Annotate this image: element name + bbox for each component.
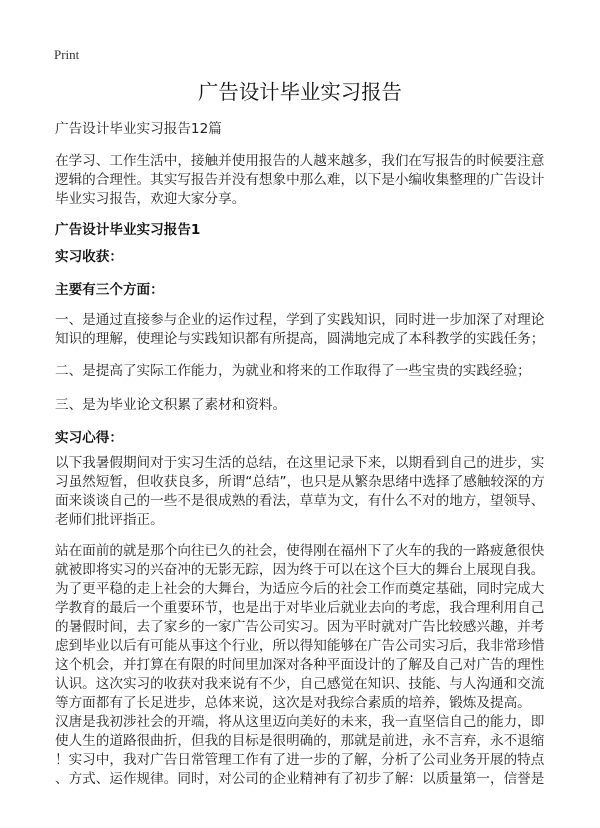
text-line: 习虽然短暂，但收获良多，所谓“总结”，也只是从繁杂思绪中选择了感触较深的方 xyxy=(55,474,545,490)
point-one xyxy=(55,311,544,349)
text-line: 一、是通过直接参与企业的运作过程，学到了实践知识，同时进一步加深了对理论 xyxy=(55,312,545,328)
aspects-heading: 主要有三个方面： xyxy=(55,282,164,298)
point-three xyxy=(55,396,286,415)
text-line: 在学习、工作生活中，接触并使用报告的人越来越多，我们在写报告的时候要注意 xyxy=(55,153,545,169)
text-line: 认识。这次实习的收获对我来说有不少，自己感觉在知识、技能、与人沟通和交流 xyxy=(55,676,545,692)
text-line: 逻辑的合理性。其实写报告并没有想象中那么难，以下是小编收集整理的广告设计 xyxy=(55,172,545,188)
text-line: 等方面都有了长足进步，总体来说，这次是对我综合素质的培养，锻炼及提高。 xyxy=(55,695,531,711)
text-line: 这个机会，并打算在有限的时间里加深对各种平面设计的了解及自己对广告的理性 xyxy=(55,657,545,673)
text-line: 知识的理解，使理论与实践知识都有所提高，圆满地完成了本科教学的实践任务； xyxy=(55,331,545,347)
point-two xyxy=(55,362,531,381)
text-line: 老师们批评指正。 xyxy=(55,512,164,528)
text-line: 二、是提高了实际工作能力，为就业和将来的工作取得了一些宝贵的实践经验； xyxy=(55,363,531,379)
paragraph-2 xyxy=(55,542,544,713)
text-line: 汉唐是我初涉社会的开端，将从这里迈向美好的未来，我一直坚信自己的能力，即 xyxy=(55,714,545,730)
text-line: 为了更平稳的走上社会的大舞台，为适应今后的社会工作而奠定基础，同时完成大 xyxy=(55,581,545,597)
insights-heading: 实习心得： xyxy=(55,430,123,446)
paragraph-1 xyxy=(55,454,545,530)
gains-heading: 实习收获： xyxy=(55,249,123,265)
text-line: 毕业实习报告，欢迎大家分享。 xyxy=(55,191,246,207)
subtitle: 广告设计毕业实习报告12篇 xyxy=(55,121,222,137)
text-line: 虑到毕业以后有可能从事这个行业，所以得知能够在广告公司实习后，我非常珍惜 xyxy=(55,638,545,654)
paragraph-3 xyxy=(55,713,544,789)
text-line: 站在面前的就是那个向往已久的社会，使得刚在福州下了火车的我的一路疲惫很快 xyxy=(55,543,545,559)
intro-paragraph xyxy=(55,152,544,209)
text-line: 面来谈谈自己的一些不是很成熟的看法，草草为文，有什么不对的地方，望领导、 xyxy=(55,493,545,509)
section-heading: 广告设计毕业实习报告1 xyxy=(55,222,201,238)
text-line: 三、是为毕业论文积累了素材和资料。 xyxy=(55,397,287,413)
print-link[interactable]: Print xyxy=(54,47,80,62)
text-line: 学教育的最后一个重要环节，也是出于对毕业后就业去向的考虑，我合理利用自己 xyxy=(55,600,545,616)
text-line: 的暑假时间，去了家乡的一家广告公司实习。因为平时就对广告比较感兴趣，并考 xyxy=(55,619,545,635)
text-line: 、方式、运作规律。同时，对公司的企业精神有了初步了解：以质量第一，信誉是 xyxy=(55,771,545,787)
text-line: ！实习中，我对广告日常管理工作有了进一步的了解，分析了公司业务开展的特点 xyxy=(55,752,545,768)
page-title: 广告设计毕业实习报告 xyxy=(198,80,402,104)
text-line: 就被即将实习的兴奋冲的无影无踪，因为终于可以在这个巨大的舞台上展现自我。 xyxy=(55,562,545,578)
text-line: 使人生的道路很曲折，但我的目标是很明确的，那就是前进，永不言弃，永不退缩 xyxy=(55,733,545,749)
text-line: 以下我暑假期间对于实习生活的总结，在这里记录下来，以期看到自己的进步，实 xyxy=(55,455,545,471)
